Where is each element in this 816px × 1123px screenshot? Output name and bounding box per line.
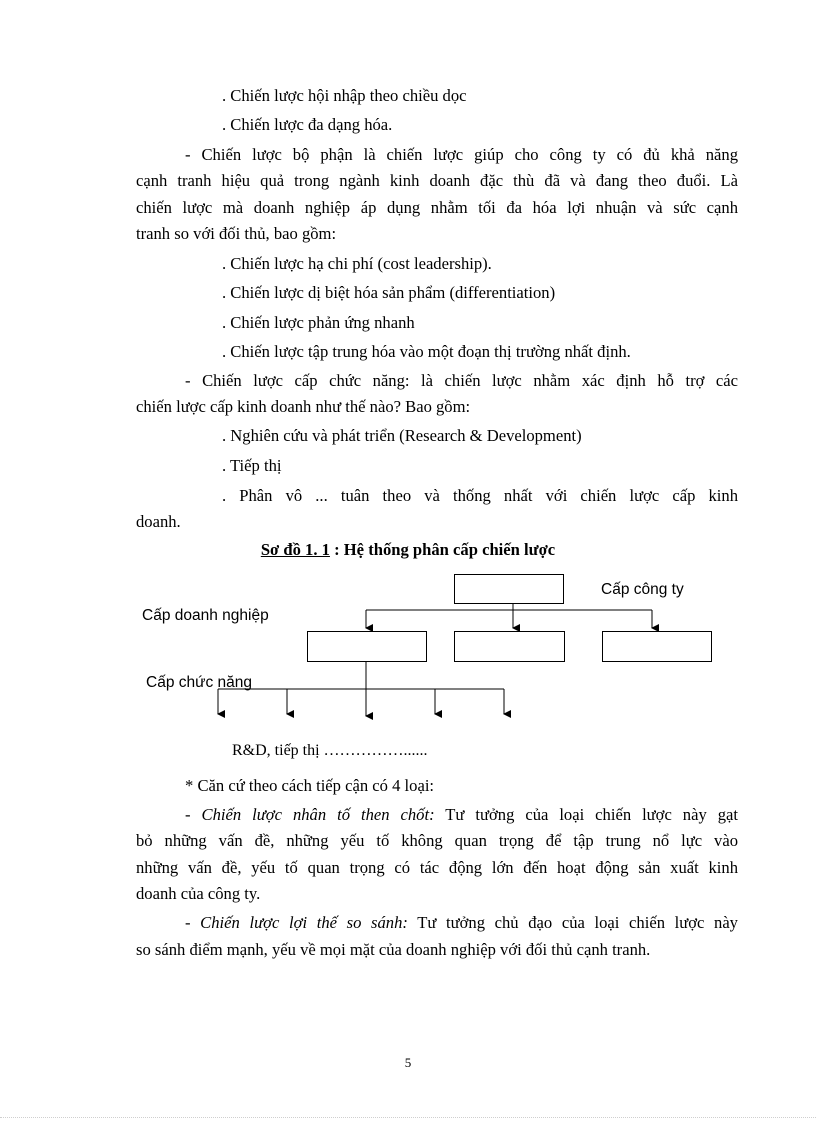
comparative-text: Tư tưởng chủ đạo của loại chiến lược này xyxy=(407,913,738,932)
paragraph-line: - Chiến lược bộ phận là chiến lược giúp cho công ty có đủ khả năng xyxy=(185,145,738,164)
bullet-rnd: . Nghiên cứu và phát triển (Research & Development) xyxy=(222,426,582,445)
page-bottom-border xyxy=(0,1117,816,1118)
figure-label: Sơ đồ 1. 1 xyxy=(260,540,330,559)
paragraph-line: doanh của công ty. xyxy=(136,884,261,903)
paragraph-line: bỏ những vấn đề, những yếu tố không quan trọng để tập trung nổ lực vào xyxy=(136,831,738,850)
paragraph-line: cạnh tranh hiệu quả trong ngành kinh doanh đặc thù đã và đang theo đuổi. Là xyxy=(136,171,738,190)
key-factor-text: Tư tưởng của loại chiến lược này gạt xyxy=(434,805,738,824)
bullet-vertical-integration: . Chiến lược hội nhập theo chiều dọc xyxy=(222,86,467,105)
figure-title: : Hệ thống phân cấp chiến lược xyxy=(329,540,556,559)
paragraph-line: - Chiến lược cấp chức năng: là chiến lược nhằm xác định hỗ trợ các xyxy=(185,371,738,390)
label-functions-note: R&D, tiếp thị ……………...... xyxy=(232,742,428,759)
business-unit-box-1 xyxy=(307,631,427,662)
paragraph-line: chiến lược cấp kinh doanh như thế nào? Bao gồm: xyxy=(136,397,471,416)
key-factor-title: Chiến lược nhân tố then chốt: xyxy=(201,805,435,824)
page-number: 5 xyxy=(404,1055,412,1070)
label-business-level: Cấp doanh nghiệp xyxy=(142,607,269,624)
approach-intro: * Căn cứ theo cách tiếp cận có 4 loại: xyxy=(185,776,435,795)
paragraph-line: chiến lược mà doanh nghiệp áp dụng nhằm tối đa hóa lợi nhuận và sức cạnh xyxy=(136,198,738,217)
dash: - xyxy=(185,805,202,824)
bullet-diversification: . Chiến lược đa dạng hóa. xyxy=(222,115,393,134)
comparative-line-1 xyxy=(185,913,738,933)
paragraph-line: so sánh điểm mạnh, yếu về mọi mặt của doanh nghiệp với đối thủ cạnh tranh. xyxy=(136,940,651,959)
label-function-level: Cấp chức năng xyxy=(146,674,253,691)
paragraph-line: tranh so với đối thủ, bao gồm: xyxy=(136,224,337,243)
paragraph-line: doanh. xyxy=(136,512,181,531)
bullet-marketing: . Tiếp thị xyxy=(222,456,282,475)
business-unit-box-2 xyxy=(454,631,565,662)
company-level-box xyxy=(454,574,564,604)
dash: - xyxy=(185,913,201,932)
key-factor-line-1 xyxy=(185,805,738,825)
bullet-focus: . Chiến lược tập trung hóa vào một đoạn thị trường nhất định. xyxy=(222,342,631,361)
paragraph-line: những vấn đề, yếu tố quan trọng có tác động lớn đến hoạt động sản xuất kinh xyxy=(136,858,738,877)
bullet-differentiation: . Chiến lược dị biệt hóa sản phẩm (differentiation) xyxy=(222,283,556,302)
business-unit-box-3 xyxy=(602,631,712,662)
paragraph-line: . Phân vô ... tuân theo và thống nhất với chiến lược cấp kinh xyxy=(222,486,738,505)
bullet-quick-response: . Chiến lược phản ứng nhanh xyxy=(222,313,415,332)
comparative-title: Chiến lược lợi thế so sánh: xyxy=(200,913,408,932)
bullet-cost-leadership: . Chiến lược hạ chi phí (cost leadership). xyxy=(222,254,492,273)
label-company-level: Cấp công ty xyxy=(601,581,684,598)
